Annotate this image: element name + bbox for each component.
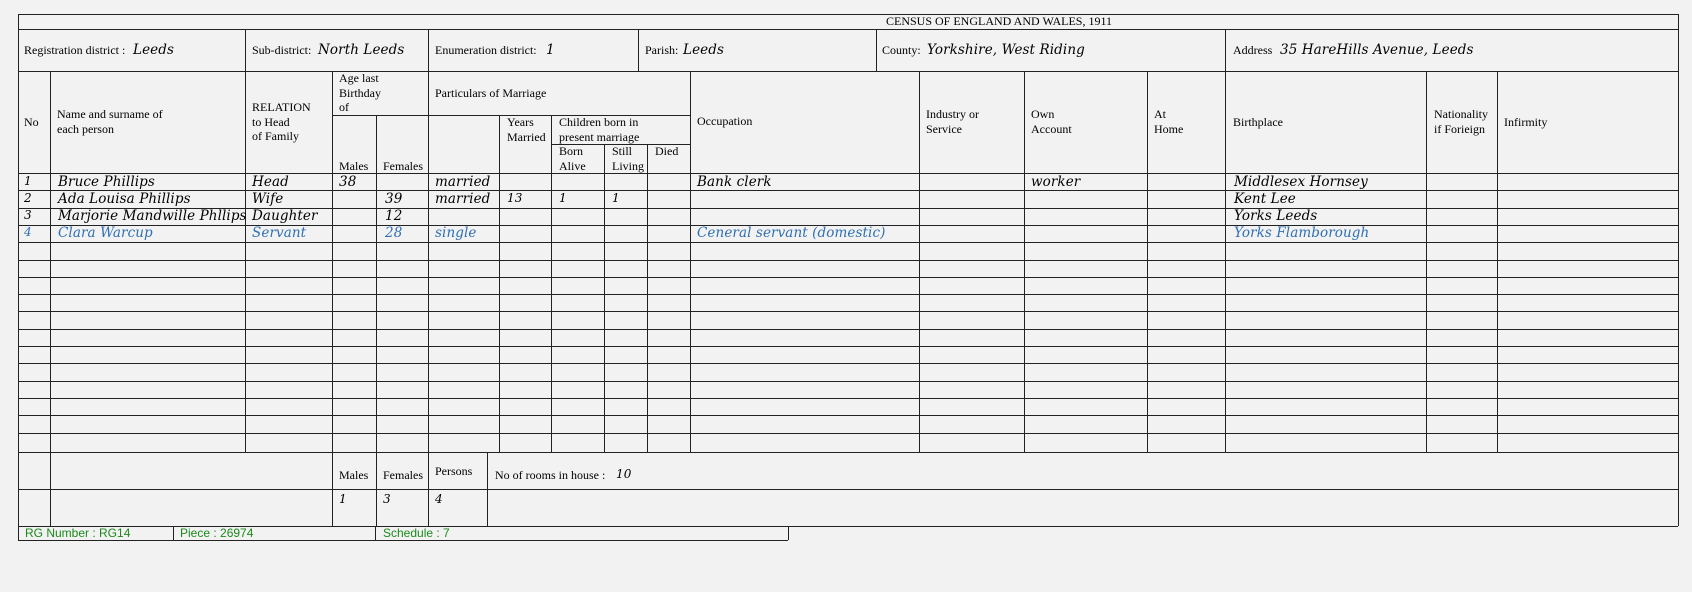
row-female-age: 39 [385,190,403,207]
parish-label: Parish: [645,43,679,57]
header-nationality-1: Nationality [1434,107,1488,121]
row-divider [18,433,1678,434]
header-years-2: Married [507,130,546,144]
row-marriage: married [435,190,491,207]
divider [18,71,1678,72]
row-years-married: 13 [507,190,523,205]
row-still-living: 1 [612,190,620,205]
row-birthplace: Kent Lee [1234,190,1296,207]
row-marriage: married [435,173,491,190]
sub-district-value: North Leeds [318,42,405,58]
header-age-1: Age last [339,71,379,85]
row-female-age: 28 [385,225,403,242]
row-own-account: worker [1031,173,1081,190]
row-divider [18,294,1678,295]
header-home-2: Home [1154,122,1184,136]
summary-females-label: Females [383,468,423,482]
row-birthplace: Middlesex Hornsey [1234,173,1368,190]
header-children-1: Children born in [559,115,639,129]
row-divider [18,242,1678,243]
row-born-alive: 1 [559,190,567,205]
row-birthplace: Yorks Flamborough [1234,225,1370,242]
footer-piece: Piece : 26974 [180,526,254,540]
row-occupation: Bank clerk [697,173,772,190]
divider [18,452,1678,453]
county-label: County: [882,43,921,57]
enumeration-district-value: 1 [546,42,555,58]
row-no: 2 [24,190,32,205]
header-own-2: Account [1031,122,1072,136]
header-birthplace: Birthplace [1233,115,1283,129]
summary-males-label: Males [339,468,369,482]
row-divider [18,415,1678,416]
row-divider [18,329,1678,330]
row-female-age: 12 [385,208,403,225]
header-infirmity: Infirmity [1504,115,1548,129]
row-relation: Wife [252,190,284,207]
divider [18,29,1678,30]
county-value: Yorkshire, West Riding [927,42,1085,58]
header-relation-1: RELATION [252,100,311,114]
header-industry-2: Service [926,122,962,136]
header-relation-2: to Head [252,115,290,129]
header-age-3: of [339,100,349,114]
header-home-1: At [1154,107,1166,121]
header-name-1: Name and surname of [57,107,163,121]
header-females: Females [383,159,423,173]
summary-persons-label: Persons [435,464,473,478]
enumeration-district-label: Enumeration district: [435,43,537,57]
row-male-age: 38 [339,173,357,190]
row-birthplace: Yorks Leeds [1234,208,1318,225]
border-left [18,14,19,526]
row-no: 4 [24,225,32,240]
border-top [18,14,1678,15]
header-name-2: each person [57,122,114,136]
summary-females-value: 3 [383,492,391,506]
row-divider [18,260,1678,261]
footer-rg-number: RG Number : RG14 [25,526,131,540]
header-own-1: Own [1031,107,1055,121]
header-relation-3: of Family [252,129,299,143]
row-divider [18,398,1678,399]
row-no: 3 [24,208,32,223]
header-still-1: Still [612,144,633,158]
border-bottom [18,526,1678,527]
rooms-label: No of rooms in house : [495,468,606,482]
header-born-1: Born [559,144,583,158]
footer-bottom-line [18,540,788,541]
summary-males-value: 1 [339,492,347,506]
row-no: 1 [24,173,32,188]
row-relation: Head [252,173,289,190]
row-relation: Servant [252,225,307,242]
divider [332,115,428,116]
header-years-1: Years [507,115,534,129]
header-males: Males [339,159,369,173]
header-marriage: Particulars of Marriage [435,86,547,100]
row-name: Ada Louisa Phillips [58,190,191,207]
row-divider [18,346,1678,347]
row-name: Marjorie Mandwille Phllips [58,208,247,225]
header-occupation: Occupation [697,114,753,128]
row-divider [18,363,1678,364]
row-name: Bruce Phillips [58,173,155,190]
footer-schedule: Schedule : 7 [383,526,450,540]
sub-district-label: Sub-district: [252,43,312,57]
header-age-2: Birthday [339,86,381,100]
row-relation: Daughter [252,208,318,225]
row-divider [18,381,1678,382]
registration-district-value: Leeds [133,42,175,58]
row-name: Clara Warcup [58,225,153,242]
header-industry-1: Industry or [926,107,979,121]
header-born-2: Alive [559,159,586,173]
header-no: No [24,115,39,129]
address-label: Address [1233,43,1273,57]
header-nationality-2: if Forieign [1434,122,1485,136]
summary-persons-value: 4 [435,492,443,506]
row-divider [18,277,1678,278]
row-occupation: Ceneral servant (domestic) [697,225,886,242]
header-children-2: present marriage [559,130,640,144]
header-died: Died [655,144,679,158]
parish-value: Leeds [683,42,725,58]
form-title: CENSUS OF ENGLAND AND WALES, 1911 [886,14,1113,28]
registration-district-label: Registration district : [24,43,126,57]
census-form [18,14,1678,569]
row-divider [18,311,1678,312]
header-still-2: Living [612,159,644,173]
row-marriage: single [435,225,477,242]
border-right [1678,14,1679,526]
divider [18,489,1678,490]
address-value: 35 HareHills Avenue, Leeds [1280,42,1474,58]
rooms-value: 10 [616,467,632,481]
